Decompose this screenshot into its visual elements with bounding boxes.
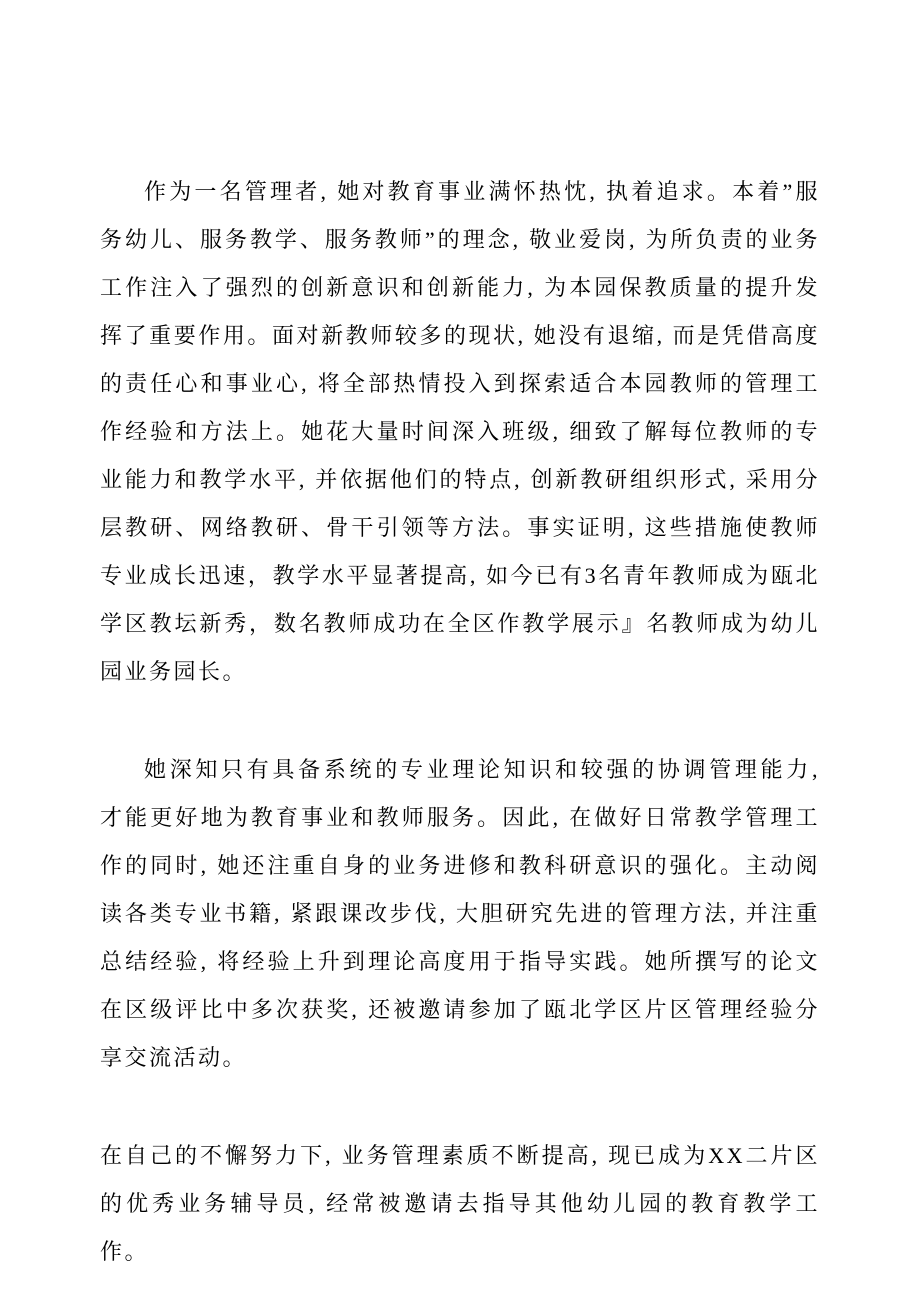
- paragraph-3: 在自己的不懈努力下, 业务管理素质不断提高, 现已成为XX二片区的优秀业务辅导员, 经常被邀请去指导其他幼儿园的教育教学工作。: [100, 1143, 820, 1264]
- paragraph-1: 作为一名管理者, 她对教育事业满怀热忱, 执着追求。本着”服务幼儿、服务教学、服务教师”的理念, 敬业爱岗, 为所负责的业务工作注入了强烈的创新意识和创新能力, 为本园保教质量的提升发挥了重要作用。面对新教师较多的现状, 她没有退缩, 而是凭借高度的责任心和事业心, 将全部热情投入到探索适合本园教师的管理工作经验和方法上。她花大量时间深入班级, 细致了解每位教师的专业能力和教学水平, 并依据他们的特点, 创新教研组织形式, 采用分层教研、网络教研、骨干引领等方法。事实证明, 这些措施使教师专业成长迅速，教学水平显著提高, 如今已有3名青年教师成为瓯北学区教坛新秀，数名教师成功在全区作教学展示』名教师成为幼儿园业务园长。: [100, 179, 820, 684]
- paragraph-2: 她深知只有具备系统的专业理论知识和较强的协调管理能力, 才能更好地为教育事业和教师服务。因此, 在做好日常教学管理工作的同时, 她还注重自身的业务进修和教科研意识的强化。主动阅读各类专业书籍, 紧跟课改步伐, 大胆研究先进的管理方法, 并注重总结经验, 将经验上升到理论高度用于指导实践。她所撰写的论文在区级评比中多次获奖, 还被邀请参加了瓯北学区片区管理经验分享交流活动。: [100, 757, 820, 1070]
